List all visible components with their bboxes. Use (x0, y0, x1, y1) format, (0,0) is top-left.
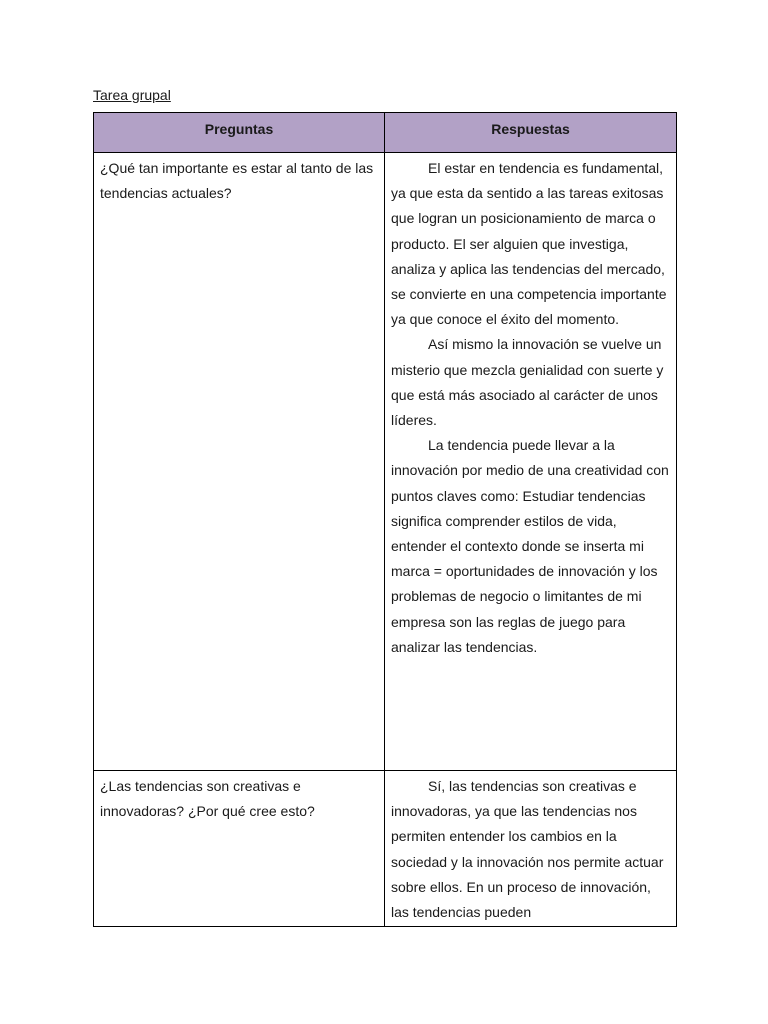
question-text: ¿Las tendencias son creativas e innovadoras? ¿Por qué cree esto? (100, 778, 315, 820)
answer-paragraph: Sí, las tendencias son creativas e innovadoras, ya que las tendencias nos permiten entender los cambios en la sociedad y la innovación nos permite actuar sobre ellos. En un proceso de innovación, las tendencias pueden (391, 778, 664, 921)
header-preguntas: Preguntas (94, 113, 385, 153)
answer-cell (385, 771, 677, 927)
qa-table (93, 112, 677, 927)
question-cell (94, 153, 385, 771)
answer-cell (385, 153, 677, 771)
table-row (94, 771, 677, 927)
table-row (94, 153, 677, 771)
question-cell (94, 771, 385, 927)
answer-paragraph: Así mismo la innovación se vuelve un misterio que mezcla genialidad con suerte y que está más asociado al carácter de unos líderes. (391, 336, 664, 429)
answer-paragraph: El estar en tendencia es fundamental, ya que esta da sentido a las tareas exitosas que logran un posicionamiento de marca o producto. El ser alguien que investiga, analiza y aplica las tendencias del mercado, se convierte en una competencia importante ya que conoce el éxito del momento. (391, 160, 667, 328)
header-respuestas: Respuestas (385, 113, 677, 153)
question-text: ¿Qué tan importante es estar al tanto de las tendencias actuales? (100, 160, 374, 202)
answer-paragraph: La tendencia puede llevar a la innovación por medio de una creatividad con puntos claves como: Estudiar tendencias significa comprender estilos de vida, entender el contexto donde se inserta mi marca = oportunidades de innovación y los problemas de negocio o limitantes de mi empresa son las reglas de juego para analizar las tendencias. (391, 437, 669, 655)
table-header-row (94, 113, 677, 153)
page-title: Tarea grupal (93, 87, 171, 103)
